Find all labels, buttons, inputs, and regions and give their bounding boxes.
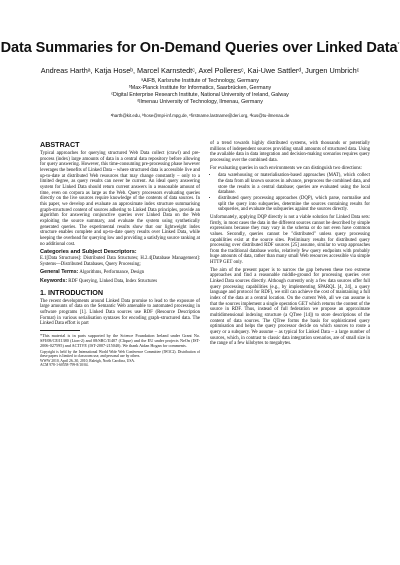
- copyright-line-3: ACM 978-1-60558-799-8/10/04.: [40, 363, 89, 368]
- abstract-text: Typical approaches for querying structured Web Data collect (crawl) and pre-process (index) large amounts of data in a central data repository before allowing for query answering. However, this time-consuming pre-processing phase however leverages the benefits of Linked Data – where structured data is accessible live and up-to-date at distributed Web resources that may change constantly – only to a limited degree, as query results can never be current. An ideal query answering system for Linked Data should return current answers in a reasonable amount of time, even on corpora as large as the Web. Query processors evaluating queries directly on the live sources require knowledge of the contents of data sources. In this paper, we develop and evaluate an approximate index structure summarising graph-structured content of sources adhering to Linked Data principles, provide an algorithm for answering conjunctive queries over Linked Data on the Web exploiting the source summary, and evaluate the system using synthetically generated queries. The experimental results show that our lightweight index structure enables complete and up-to-date query results over Linked Data, while keeping the overhead for querying low and providing a satisfying source ranking at no additional cost.: [40, 151, 200, 247]
- keywords: [40, 279, 200, 285]
- right-paragraph-3: Unfortunately, applying DQP directly is not a viable solution for Linked Data sets: firstly, in most cases the data in the different sources cannot be described by simple expressions because they may vary in the schema or do not even have common values. Secondly, queries cannot be "distributed" unless query processing capabilities exist at the source sites. Preliminary results for distributed query processing over distributed RDF sources [25] assume, similar to wrap approaches from the traditional database works, relatively few query endpoints with probably huge amounts of data, rather than many small Web resources accessible via simple HTTP GET only.: [210, 214, 370, 266]
- abstract-heading: ABSTRACT: [40, 140, 80, 149]
- affiliation-c: ᶜDigital Enterprise Research Institute, National University of Ireland, Galway: [111, 92, 289, 98]
- keywords-text: RDF Querying, Linked Data, Index Structures: [68, 279, 158, 285]
- right-column: [210, 141, 370, 349]
- general-terms-label: General Terms:: [40, 269, 79, 276]
- author-list: Andreas Harthᵃ, Katja Hoseᵇ, Marcel Karnstedtᶜ, Axel Polleresᶜ, Kai-Uwe Sattlerᵈ, Jurgen Umbrichᶜ: [40, 66, 360, 75]
- approach-item-dqp: • distributed query processing approaches (DQP), which parse, normalise and split the query into subqueries, determine the sources containing results for subqueries, and evaluate the subqueries against the sources directly.: [218, 196, 370, 213]
- general-terms: [40, 270, 200, 276]
- left-column: [40, 138, 200, 368]
- affiliations: [0, 78, 400, 106]
- footnote-rule: [40, 330, 80, 331]
- affiliation-b: ᵇMax-Planck Institute for Informatics, Saarbrücken, Germany: [128, 85, 272, 91]
- categories-text: E.1[Data Structures]: Distributed Data Structures; H.2.4[Database Management]: Systems—Distributed Databases, Query Processing;: [40, 256, 200, 267]
- title-footnote-mark: *: [397, 42, 400, 49]
- affiliation-a: ᵃAIFB, Karlsruhe Institute of Technology, Germany: [141, 78, 259, 84]
- introduction-heading: 1. INTRODUCTION: [40, 287, 104, 297]
- general-terms-text: Algorithms, Performance, Design: [79, 270, 145, 276]
- right-paragraph-2: For evaluating queries in such environments we can distinguish two directions:: [210, 165, 362, 171]
- copyright-line-2: WWW 2010, April 26–30, 2010, Raleigh, North Carolina, USA.: [40, 358, 135, 363]
- approach-item-mat: • data warehousing or materialisation-based approaches (MAT), which collect the data from all known sources in advance, preprocess the combined data, and store the results in a central database; queries are evaluated using the local database.: [218, 173, 370, 196]
- keywords-label: Keywords:: [40, 278, 68, 285]
- approach-list: [210, 173, 370, 213]
- affiliation-d: ᵈIlmenau University of Technology, Ilmenau, Germany: [137, 99, 263, 105]
- right-paragraph-4: The aim of the present paper is to narrow the gap between these two extreme approaches and find a reasonable middle-ground for processing queries over Linked Data sources directly. Although currently only a few data sources offer full query processing capabilities (e.g., by implementing SPARQL [4, 24], a query language and protocol for RDF), we still can achieve the cost of maintaining a full index of the data at a central location. On the current Web, all we can assume is that the sources implement a single operation GET which returns the content of the source in RDF. Thus, instead of full federation we propose an approximate multidimensional indexing structure (a QTree [14]) to store descriptions of the content of data sources. The QTree forms the basis for sophisticated query optimisation and helps the query processor decide on which sources to route a query or a subquery. We assume – as typical for Linked Data – a large number of sources, which, in contrast to classic data integration scenarios, are of small size in the range of a few kilobytes to megabytes.: [210, 267, 370, 347]
- funding-footnote: *This material is in parts supported by the Science Foundation Ireland under Grant No. SFI/08/CE/I1380 (Lion-2) and 08/SRC/I1407 (Clique) and the EU under projects NeOn (IST-2006-027595) and ACTIVE (IST-2007-215040). We thank Aidan Hogan for comments.: [40, 333, 200, 349]
- author-emails: ᵃharth@kit.edu, ᵇhose@mpi-inf.mpg.de, ᶜfirstname.lastname@deri.org, ᵈkus@tu-ilmenau.de: [110, 113, 290, 118]
- introduction-text: The recent developments around Linked Data promise to lead to the exposure of large amounts of data on the Semantic Web amenable to automated processing in software programs [1]. Linked Data sources use RDF (Resource Description Format) in various serialisation syntaxes for encoding graph-structured data. The Linked Data effort is part: [40, 298, 200, 327]
- right-paragraph-1: of a trend towards highly distributed systems, with thousands or potentially millions of independent sources providing small amounts of structured data. Using the available data in data integration and decision-making scenarios requires query processing over the combined data.: [210, 141, 370, 163]
- categories-heading: Categories and Subject Descriptors:: [40, 249, 137, 256]
- paper-title: Data Summaries for On-Demand Queries over Linked Data*: [0, 40, 400, 56]
- copyright-line-1: Copyright is held by the International World Wide Web Conference Committee (IW3C2). Distribution of these papers is limited to classroom use, and personal use by others.: [40, 350, 200, 359]
